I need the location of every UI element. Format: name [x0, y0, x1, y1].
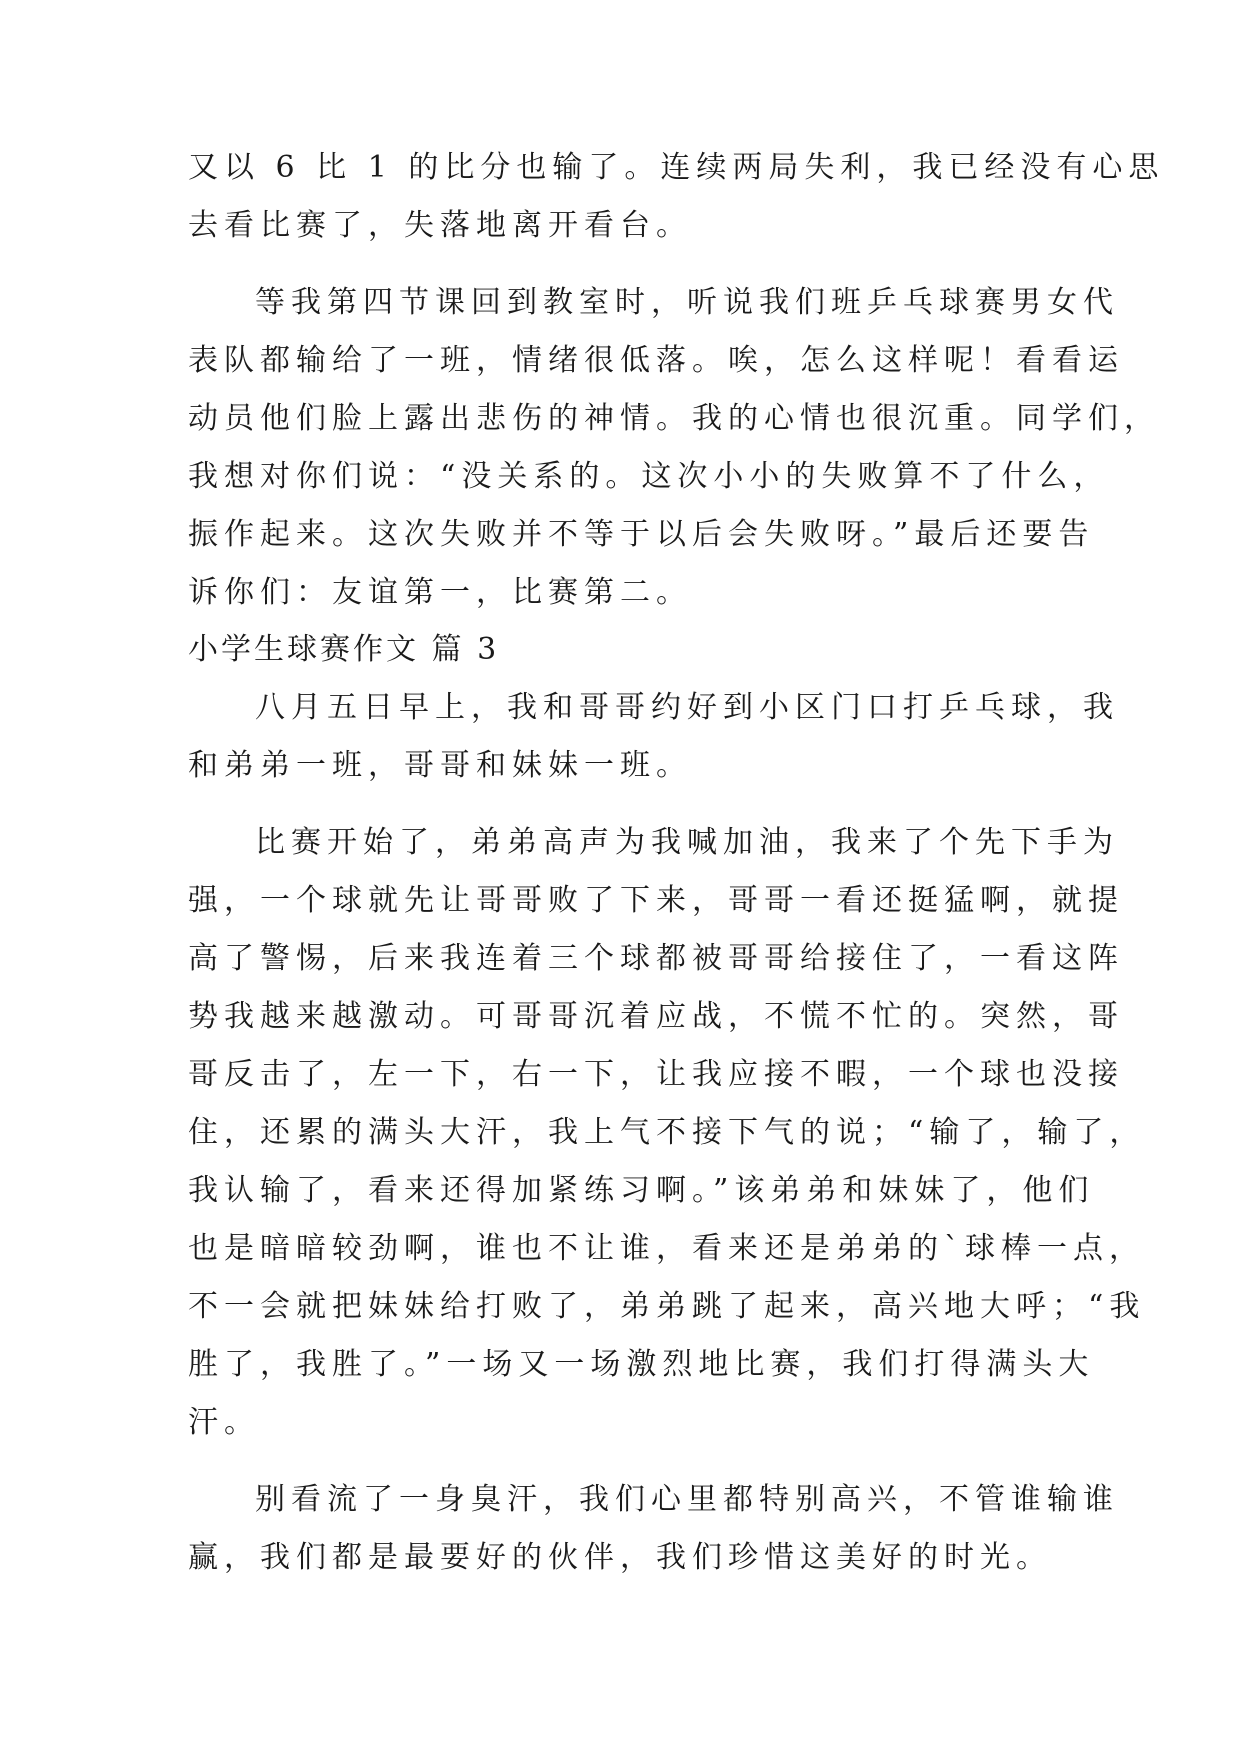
paragraph-line: 八月五日早上，我和哥哥约好到小区门口打乒乓球，我 [255, 690, 1119, 725]
paragraph-line: 势我越来越激动。可哥哥沉着应战，不慌不忙的。突然，哥 [188, 999, 1124, 1034]
paragraph-line: 我想对你们说：“没关系的。这次小小的失败算不了什么， [188, 459, 1110, 494]
paragraph-line: 等我第四节课回到教室时，听说我们班乒乓球赛男女代 [255, 285, 1119, 320]
paragraph-line: 汗。 [188, 1405, 260, 1440]
paragraph-line: 胜了，我胜了。”一场又一场激烈地比赛，我们打得满头大 [188, 1347, 1095, 1382]
paragraph-line: 也是暗暗较劲啊，谁也不让谁，看来还是弟弟的`球棒一点， [188, 1231, 1145, 1266]
paragraph-line: 强，一个球就先让哥哥败了下来，哥哥一看还挺猛啊，就提 [188, 883, 1124, 918]
paragraph-line: 高了警惕，后来我连着三个球都被哥哥给接住了，一看这阵 [188, 941, 1124, 976]
paragraph-line: 又以 6 比 1 的比分也输了。连续两局失利，我已经没有心思 [188, 150, 1165, 185]
paragraph-line: 和弟弟一班，哥哥和妹妹一班。 [188, 748, 692, 783]
paragraph-line: 诉你们：友谊第一，比赛第二。 [188, 575, 692, 610]
paragraph-line: 哥反击了，左一下，右一下，让我应接不暇，一个球也没接 [188, 1057, 1124, 1092]
paragraph-line: 振作起来。这次失败并不等于以后会失败呀。”最后还要告 [188, 517, 1095, 552]
paragraph-line: 别看流了一身臭汗，我们心里都特别高兴，不管谁输谁 [255, 1482, 1119, 1517]
paragraph-line: 比赛开始了，弟弟高声为我喊加油，我来了个先下手为 [255, 825, 1119, 860]
section-heading: 小学生球赛作文 篇 3 [188, 632, 500, 667]
paragraph-line: 我认输了，看来还得加紧练习啊。”该弟弟和妹妹了，他们 [188, 1173, 1095, 1208]
paragraph-line: 不一会就把妹妹给打败了，弟弟跳了起来，高兴地大呼；“我 [188, 1289, 1146, 1324]
paragraph-line: 表队都输给了一班，情绪很低落。唉，怎么这样呢！看看运 [188, 343, 1124, 378]
paragraph-line: 去看比赛了，失落地离开看台。 [188, 208, 692, 243]
paragraph-line: 赢，我们都是最要好的伙伴，我们珍惜这美好的时光。 [188, 1540, 1052, 1575]
paragraph-line: 动员他们脸上露出悲伤的神情。我的心情也很沉重。同学们， [188, 401, 1160, 436]
paragraph-line: 住，还累的满头大汗，我上气不接下气的说；“输了，输了， [188, 1115, 1146, 1150]
